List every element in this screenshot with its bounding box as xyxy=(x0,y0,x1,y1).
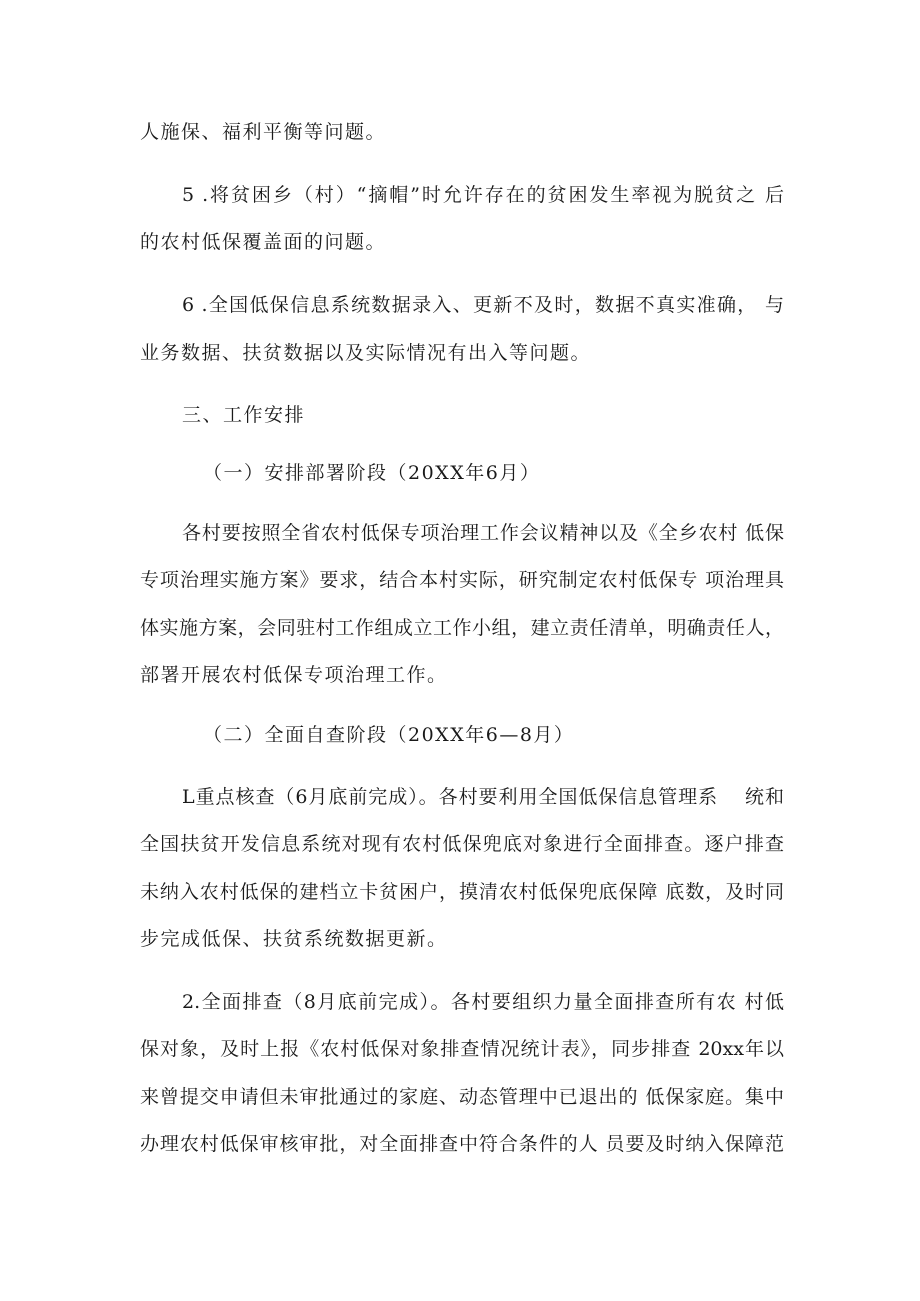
paragraph-line: 保对象，及时上报《农村低保对象排查情况统计表》，同步排查 20xx年以 xyxy=(140,1038,784,1060)
paragraph-line: 的农村低保覆盖面的问题。 xyxy=(140,231,387,253)
paragraph-line: 专项治理实施方案》要求，结合本村实际，研究制定农村低保专 项治理具 xyxy=(140,569,784,591)
paragraph-line: L重点核查（6月底前完成）。各村要利用全国低保信息管理系 统和 xyxy=(182,786,784,808)
paragraph-line: 6 .全国低保信息系统数据录入、更新不及时，数据不真实准确， 与 xyxy=(182,294,784,316)
paragraph-line: 来曾提交申请但未审批通过的家庭、动态管理中已退出的 低保家庭。集中 xyxy=(140,1086,784,1108)
subsection-heading: （二）全面自查阶段（20XX年6—8月） xyxy=(203,724,575,746)
paragraph-line: 各村要按照全省农村低保专项治理工作会议精神以及《全乡农村 低保 xyxy=(182,522,784,544)
subsection-heading: （一）安排部署阶段（20XX年6月） xyxy=(203,462,541,484)
paragraph-line: 未纳入农村低保的建档立卡贫困户，摸清农村低保兜底保障 底数，及时同 xyxy=(140,881,784,903)
paragraph-line: 2.全面排查（8月底前完成）。各村要组织力量全面排查所有农 村低 xyxy=(182,991,784,1013)
paragraph-line: 人施保、福利平衡等问题。 xyxy=(140,121,387,143)
paragraph-line: 全国扶贫开发信息系统对现有农村低保兜底对象进行全面排查。逐户排查 xyxy=(140,833,784,855)
paragraph-line: 业务数据、扶贫数据以及实际情况有出入等问题。 xyxy=(140,342,592,364)
paragraph-line: 5 .将贫困乡（村）“摘帽”时允许存在的贫困发生率视为脱贫之 后 xyxy=(182,184,784,206)
paragraph-line: 办理农村低保审核审批，对全面排查中符合条件的人 员要及时纳入保障范 xyxy=(140,1133,784,1155)
paragraph-line: 部署开展农村低保专项治理工作。 xyxy=(140,664,448,686)
paragraph-line: 步完成低保、扶贫系统数据更新。 xyxy=(140,928,448,950)
section-heading: 三、工作安排 xyxy=(182,404,306,426)
paragraph-line: 体实施方案，会同驻村工作组成立工作小组，建立责任清单，明确责任人， xyxy=(140,617,784,639)
